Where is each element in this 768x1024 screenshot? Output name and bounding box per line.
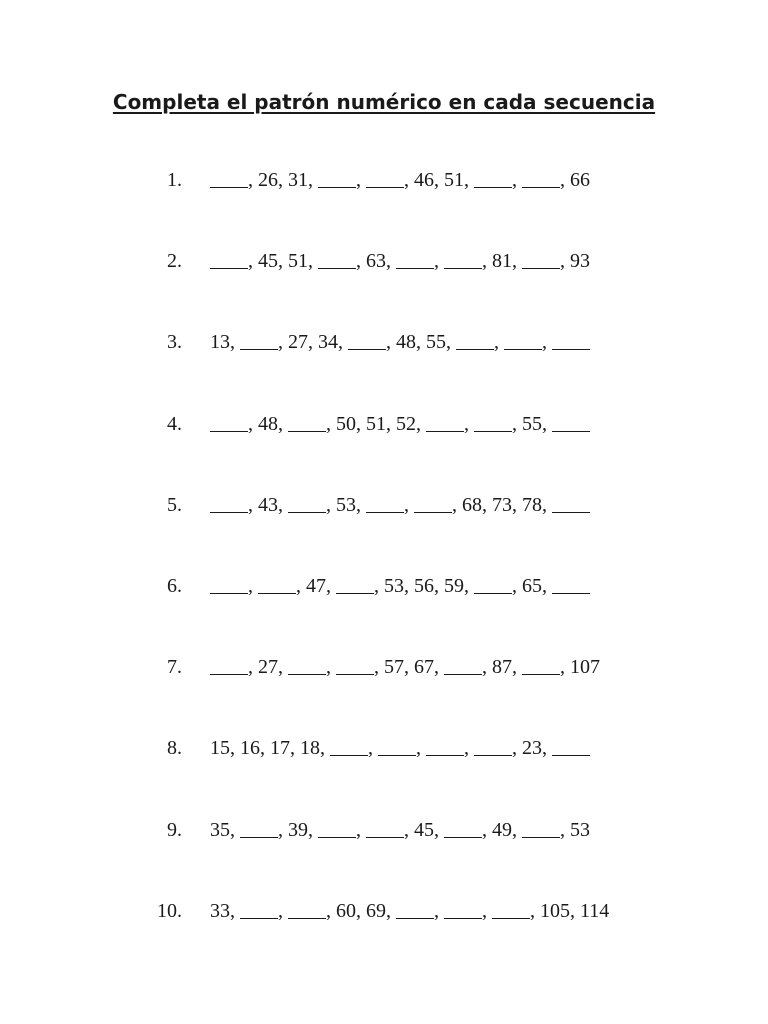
- comma-separator: ,: [404, 656, 414, 678]
- comma-separator: ,: [290, 737, 300, 759]
- comma-separator: ,: [434, 250, 444, 272]
- number-sequence: [210, 652, 600, 682]
- blank-answer-line[interactable]: [240, 331, 278, 350]
- exercise-number: 8.: [167, 737, 182, 759]
- blank-answer-line[interactable]: [552, 737, 590, 756]
- comma-separator: ,: [464, 575, 474, 597]
- sequence-term: 55: [426, 331, 446, 353]
- comma-separator: ,: [464, 737, 474, 759]
- blank-answer-line[interactable]: [426, 737, 464, 756]
- comma-separator: ,: [278, 494, 288, 516]
- blank-answer-line[interactable]: [336, 575, 374, 594]
- worksheet-title: Completa el patrón numérico en cada secuencia: [112, 90, 656, 114]
- blank-answer-line[interactable]: [474, 413, 512, 432]
- blank-answer-line[interactable]: [474, 169, 512, 188]
- blank-answer-line[interactable]: [288, 494, 326, 513]
- sequence-term: 49: [492, 819, 512, 841]
- number-sequence: [210, 327, 590, 357]
- comma-separator: ,: [530, 900, 540, 922]
- sequence-term: 16: [240, 737, 260, 759]
- sequence-term: 52: [396, 413, 416, 435]
- blank-answer-line[interactable]: [288, 900, 326, 919]
- comma-separator: ,: [230, 819, 240, 841]
- sequence-term: 39: [288, 819, 308, 841]
- sequence-term: 56: [414, 575, 434, 597]
- sequence-term: 57: [384, 656, 404, 678]
- sequence-term: 50: [336, 413, 356, 435]
- blank-answer-line[interactable]: [240, 819, 278, 838]
- comma-separator: ,: [356, 819, 366, 841]
- exercise-number: 5.: [167, 494, 182, 516]
- comma-separator: ,: [248, 169, 258, 191]
- sequence-term: 60: [336, 900, 356, 922]
- comma-separator: ,: [296, 575, 306, 597]
- comma-separator: ,: [542, 331, 552, 353]
- number-sequence: [210, 490, 590, 520]
- comma-separator: ,: [482, 900, 492, 922]
- comma-separator: ,: [248, 494, 258, 516]
- comma-separator: ,: [512, 250, 522, 272]
- blank-answer-line[interactable]: [318, 250, 356, 269]
- sequence-term: 18: [300, 737, 320, 759]
- exercise-row: [0, 652, 768, 682]
- comma-separator: ,: [542, 575, 552, 597]
- comma-separator: ,: [278, 656, 288, 678]
- blank-answer-line[interactable]: [288, 413, 326, 432]
- comma-separator: ,: [404, 169, 414, 191]
- comma-separator: ,: [482, 819, 492, 841]
- blank-answer-line[interactable]: [552, 413, 590, 432]
- comma-separator: ,: [434, 169, 444, 191]
- exercise-number: 1.: [167, 169, 182, 191]
- sequence-term: 46: [414, 169, 434, 191]
- blank-answer-line[interactable]: [330, 737, 368, 756]
- blank-answer-line[interactable]: [504, 331, 542, 350]
- comma-separator: ,: [386, 331, 396, 353]
- sequence-term: 51: [288, 250, 308, 272]
- blank-answer-line[interactable]: [318, 819, 356, 838]
- comma-separator: ,: [278, 331, 288, 353]
- sequence-term: 65: [522, 575, 542, 597]
- comma-separator: ,: [542, 413, 552, 435]
- comma-separator: ,: [512, 737, 522, 759]
- comma-separator: ,: [230, 331, 240, 353]
- sequence-term: 73: [492, 494, 512, 516]
- blank-answer-line[interactable]: [456, 331, 494, 350]
- comma-separator: ,: [308, 250, 318, 272]
- blank-answer-line[interactable]: [210, 494, 248, 513]
- blank-answer-line[interactable]: [552, 331, 590, 350]
- sequence-term: 81: [492, 250, 512, 272]
- comma-separator: ,: [386, 413, 396, 435]
- comma-separator: ,: [356, 169, 366, 191]
- comma-separator: ,: [542, 737, 552, 759]
- blank-answer-line[interactable]: [522, 656, 560, 675]
- comma-separator: ,: [278, 250, 288, 272]
- comma-separator: ,: [278, 413, 288, 435]
- number-sequence: [210, 409, 590, 439]
- blank-answer-line[interactable]: [474, 737, 512, 756]
- comma-separator: ,: [374, 575, 384, 597]
- sequence-term: 45: [258, 250, 278, 272]
- blank-answer-line[interactable]: [258, 575, 296, 594]
- comma-separator: ,: [416, 413, 426, 435]
- sequence-term: 47: [306, 575, 326, 597]
- comma-separator: ,: [338, 331, 348, 353]
- comma-separator: ,: [464, 413, 474, 435]
- blank-answer-line[interactable]: [396, 900, 434, 919]
- comma-separator: ,: [326, 900, 336, 922]
- comma-separator: ,: [356, 900, 366, 922]
- exercise-row: [0, 571, 768, 601]
- comma-separator: ,: [404, 819, 414, 841]
- sequence-term: 45: [414, 819, 434, 841]
- comma-separator: ,: [326, 656, 336, 678]
- blank-answer-line[interactable]: [366, 494, 404, 513]
- comma-separator: ,: [482, 494, 492, 516]
- exercise-number: 4.: [167, 413, 182, 435]
- comma-separator: ,: [230, 900, 240, 922]
- blank-answer-line[interactable]: [210, 250, 248, 269]
- sequence-term: 33: [210, 900, 230, 922]
- comma-separator: ,: [560, 169, 570, 191]
- comma-separator: ,: [278, 819, 288, 841]
- blank-answer-line[interactable]: [396, 250, 434, 269]
- sequence-term: 31: [288, 169, 308, 191]
- comma-separator: ,: [434, 575, 444, 597]
- sequence-term: 34: [318, 331, 338, 353]
- comma-separator: ,: [356, 494, 366, 516]
- comma-separator: ,: [308, 169, 318, 191]
- sequence-term: 53: [570, 819, 590, 841]
- comma-separator: ,: [560, 656, 570, 678]
- sequence-term: 17: [270, 737, 290, 759]
- sequence-term: 67: [414, 656, 434, 678]
- comma-separator: ,: [374, 656, 384, 678]
- sequence-term: 23: [522, 737, 542, 759]
- comma-separator: ,: [512, 413, 522, 435]
- comma-separator: ,: [446, 331, 456, 353]
- comma-separator: ,: [512, 494, 522, 516]
- comma-separator: ,: [278, 900, 288, 922]
- sequence-term: 93: [570, 250, 590, 272]
- exercise-row: [0, 246, 768, 276]
- sequence-term: 53: [336, 494, 356, 516]
- blank-answer-line[interactable]: [444, 819, 482, 838]
- sequence-term: 68: [462, 494, 482, 516]
- blank-answer-line[interactable]: [210, 413, 248, 432]
- number-sequence: [210, 733, 590, 763]
- sequence-term: 35: [210, 819, 230, 841]
- blank-answer-line[interactable]: [522, 819, 560, 838]
- comma-separator: ,: [512, 575, 522, 597]
- blank-answer-line[interactable]: [414, 494, 452, 513]
- sequence-term: 66: [570, 169, 590, 191]
- blank-answer-line[interactable]: [210, 575, 248, 594]
- exercise-number: 10.: [157, 900, 182, 922]
- blank-answer-line[interactable]: [474, 575, 512, 594]
- blank-answer-line[interactable]: [444, 250, 482, 269]
- comma-separator: ,: [512, 169, 522, 191]
- comma-separator: ,: [570, 900, 580, 922]
- exercise-number: 6.: [167, 575, 182, 597]
- comma-separator: ,: [416, 331, 426, 353]
- blank-answer-line[interactable]: [210, 656, 248, 675]
- comma-separator: ,: [248, 250, 258, 272]
- comma-separator: ,: [464, 169, 474, 191]
- comma-separator: ,: [386, 900, 396, 922]
- sequence-term: 51: [444, 169, 464, 191]
- number-sequence: [210, 246, 590, 276]
- comma-separator: ,: [560, 819, 570, 841]
- sequence-term: 105: [540, 900, 570, 922]
- comma-separator: ,: [560, 250, 570, 272]
- sequence-term: 48: [396, 331, 416, 353]
- exercise-row: [0, 490, 768, 520]
- number-sequence: [210, 815, 590, 845]
- blank-answer-line[interactable]: [366, 819, 404, 838]
- number-sequence: [210, 571, 590, 601]
- exercise-row: [0, 327, 768, 357]
- sequence-term: 78: [522, 494, 542, 516]
- exercise-number: 2.: [167, 250, 182, 272]
- sequence-term: 107: [570, 656, 600, 678]
- sequence-term: 51: [366, 413, 386, 435]
- comma-separator: ,: [248, 656, 258, 678]
- comma-separator: ,: [248, 413, 258, 435]
- sequence-term: 27: [258, 656, 278, 678]
- comma-separator: ,: [248, 575, 258, 597]
- comma-separator: ,: [434, 900, 444, 922]
- sequence-term: 26: [258, 169, 278, 191]
- blank-answer-line[interactable]: [426, 413, 464, 432]
- exercise-row: [0, 733, 768, 763]
- comma-separator: ,: [386, 250, 396, 272]
- comma-separator: ,: [368, 737, 378, 759]
- sequence-term: 59: [444, 575, 464, 597]
- sequence-term: 43: [258, 494, 278, 516]
- sequence-term: 13: [210, 331, 230, 353]
- comma-separator: ,: [356, 250, 366, 272]
- sequence-term: 27: [288, 331, 308, 353]
- blank-answer-line[interactable]: [444, 900, 482, 919]
- blank-answer-line[interactable]: [552, 494, 590, 513]
- blank-answer-line[interactable]: [552, 575, 590, 594]
- comma-separator: ,: [260, 737, 270, 759]
- comma-separator: ,: [542, 494, 552, 516]
- exercise-number: 3.: [167, 331, 182, 353]
- blank-answer-line[interactable]: [240, 900, 278, 919]
- exercise-row: [0, 165, 768, 195]
- blank-answer-line[interactable]: [522, 169, 560, 188]
- blank-answer-line[interactable]: [522, 250, 560, 269]
- blank-answer-line[interactable]: [336, 656, 374, 675]
- blank-answer-line[interactable]: [210, 169, 248, 188]
- comma-separator: ,: [512, 819, 522, 841]
- sequence-term: 87: [492, 656, 512, 678]
- comma-separator: ,: [356, 413, 366, 435]
- blank-answer-line[interactable]: [288, 656, 326, 675]
- comma-separator: ,: [494, 331, 504, 353]
- blank-answer-line[interactable]: [378, 737, 416, 756]
- sequence-term: 53: [384, 575, 404, 597]
- sequence-term: 55: [522, 413, 542, 435]
- comma-separator: ,: [404, 494, 414, 516]
- exercise-number: 7.: [167, 656, 182, 678]
- number-sequence: [210, 896, 609, 926]
- exercise-row: [0, 409, 768, 439]
- number-sequence: [210, 165, 590, 195]
- comma-separator: ,: [320, 737, 330, 759]
- sequence-term: 114: [580, 900, 610, 922]
- comma-separator: ,: [416, 737, 426, 759]
- comma-separator: ,: [452, 494, 462, 516]
- exercise-row: [0, 896, 768, 926]
- sequence-term: 63: [366, 250, 386, 272]
- blank-answer-line[interactable]: [348, 331, 386, 350]
- comma-separator: ,: [434, 819, 444, 841]
- blank-answer-line[interactable]: [366, 169, 404, 188]
- sequence-term: 69: [366, 900, 386, 922]
- comma-separator: ,: [278, 169, 288, 191]
- comma-separator: ,: [482, 250, 492, 272]
- exercise-number: 9.: [167, 819, 182, 841]
- comma-separator: ,: [512, 656, 522, 678]
- exercise-row: [0, 815, 768, 845]
- comma-separator: ,: [230, 737, 240, 759]
- comma-separator: ,: [326, 413, 336, 435]
- comma-separator: ,: [404, 575, 414, 597]
- blank-answer-line[interactable]: [492, 900, 530, 919]
- comma-separator: ,: [434, 656, 444, 678]
- sequence-term: 48: [258, 413, 278, 435]
- blank-answer-line[interactable]: [318, 169, 356, 188]
- comma-separator: ,: [326, 494, 336, 516]
- comma-separator: ,: [308, 819, 318, 841]
- blank-answer-line[interactable]: [444, 656, 482, 675]
- comma-separator: ,: [482, 656, 492, 678]
- comma-separator: ,: [326, 575, 336, 597]
- sequence-term: 15: [210, 737, 230, 759]
- comma-separator: ,: [308, 331, 318, 353]
